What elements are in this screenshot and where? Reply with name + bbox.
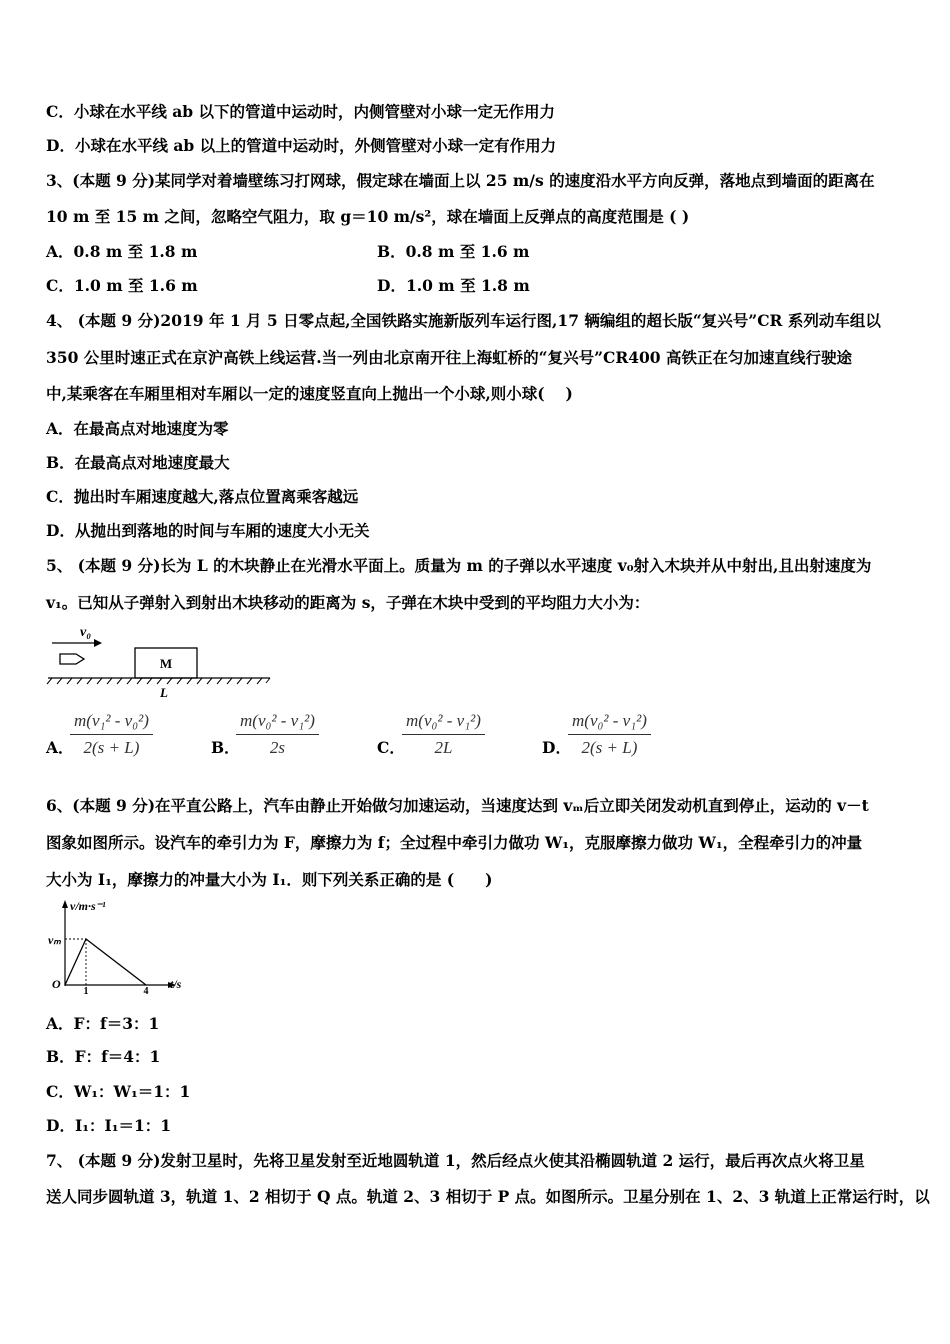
q5-option-c-numerator: m(v₀² - v₁²) [402,708,485,735]
q2-option-d: D．小球在水平线 ab 以上的管道中运动时，外侧管壁对小球一定有作用力 [46,136,557,155]
q5-option-c-denominator: 2L [434,738,453,757]
q4-option-a: A．在最高点对地速度为零 [46,419,229,438]
q5-stem-line2: v₁。已知从子弹射入到射出木块移动的距离为 s，子弹在木块中受到的平均阻力大小为： [46,593,650,612]
q5-option-d-denominator: 2(s + L) [581,738,638,757]
q3-option-b: B．0.8 m 至 1.6 m [377,242,530,261]
q5-stem-line1: 5、 (本题 9 分)长为 L 的木块静止在光滑水平面上。质量为 m 的子弹以水平速度 v₀射入木块并从中射出,且出射速度为 [46,556,872,575]
fig5-block-label: M [159,656,173,671]
q4-option-c: C．抛出时车厢速度越大,落点位置离乘客越远 [46,487,359,506]
fig5-v0-label: v₀ [80,625,92,640]
vt-tick-1: 1 [83,986,89,997]
q5-option-b-denominator: 2s [269,738,285,757]
q3-option-a: A．0.8 m 至 1.8 m [46,242,198,261]
q3-stem-line2: 10 m 至 15 m 之间，忽略空气阻力，取 g＝10 m/s²，球在墙面上反弹点的高度范围是 ( ) [46,207,690,226]
fig5-length-label: L [160,685,168,700]
q2-option-c: C．小球在水平线 ab 以下的管道中运动时，内侧管壁对小球一定无作用力 [46,102,556,121]
q3-option-d: D．1.0 m 至 1.8 m [377,276,530,295]
q5-option-a-fraction [70,708,153,761]
q4-stem-line3: 中,某乘客在车厢里相对车厢以一定的速度竖直向上抛出一个小球,则小球( ) [46,384,573,403]
q5-option-b-label: B． [211,738,240,757]
q6-option-a: A．F：f＝3：1 [46,1014,160,1033]
q7-stem-line1: 7、 (本题 9 分)发射卫星时，先将卫星发射至近地圆轨道 1，然后经点火使其沿椭圆轨道 2 运行，最后再次点火将卫星 [46,1151,865,1170]
q6-option-b: B．F：f＝4：1 [46,1047,161,1066]
q5-bullet-block-figure [46,620,276,702]
vt-y-arrow [62,900,68,908]
q6-stem-line3: 大小为 I₁，摩擦力的冲量大小为 I₁．则下列关系正确的是 ( ) [46,870,493,889]
q5-option-a-label: A． [46,738,74,757]
q6-stem-line1: 6、(本题 9 分)在平直公路上，汽车由静止开始做匀加速运动，当速度达到 vₘ后立即关闭发动机直到停止，运动的 v－t [46,796,869,815]
q4-option-b: B．在最高点对地速度最大 [46,453,230,472]
q5-option-a-numerator: m(v₁² - v₀²) [70,708,153,735]
q3-option-c: C．1.0 m 至 1.6 m [46,276,198,295]
q5-option-d-label: D． [542,738,571,757]
q5-option-b-fraction [236,708,319,761]
q6-option-c: C．W₁：W₁＝1：1 [46,1082,191,1101]
q4-option-d: D．从抛出到落地的时间与车厢的速度大小无关 [46,521,370,540]
fig5-arrow-head [94,639,102,647]
vt-origin-label: O [52,977,61,991]
q5-option-d-numerator: m(v₀² - v₁²) [568,708,651,735]
q5-option-a-denominator: 2(s + L) [83,738,140,757]
q5-option-b-numerator: m(v₀² - v₁²) [236,708,319,735]
vt-y-label: v/m·s⁻¹ [70,899,106,913]
q5-option-c-label: C． [377,738,405,757]
q4-stem-line1: 4、 (本题 9 分)2019 年 1 月 5 日零点起,全国铁路实施新版列车运行图,17 辆编组的超长版“复兴号”CR 系列动车组以 [46,311,881,330]
fig5-ground-hatch [47,678,270,684]
fig5-bullet [60,654,84,664]
q6-vt-graph [46,896,196,998]
q3-stem-line1: 3、(本题 9 分)某同学对着墙壁练习打网球，假定球在墙面上以 25 m/s 的速度沿水平方向反弹，落地点到墙面的距离在 [46,171,875,190]
q6-stem-line2: 图象如图所示。设汽车的牵引力为 F，摩擦力为 f；全过程中牵引力做功 W₁，克服摩擦力做功 W₁，全程牵引力的冲量 [46,833,863,852]
q6-option-d: D．I₁：I₁＝1：1 [46,1116,172,1135]
vt-tick-4: 4 [143,986,149,997]
q4-stem-line2: 350 公里时速正式在京沪高铁上线运营.当一列由北京南开往上海虹桥的“复兴号”CR400 高铁正在匀加速直线行驶途 [46,348,852,367]
vt-x-label: t/s [170,977,182,991]
vt-vm-label: vₘ [48,933,61,947]
vt-graph-line [65,939,146,985]
q5-option-d-fraction [568,708,651,761]
q7-stem-line2: 送人同步圆轨道 3，轨道 1、2 相切于 Q 点。轨道 2、3 相切于 P 点。如图所示。卫星分别在 1、2、3 轨道上正常运行时，以 [46,1187,930,1206]
q5-option-c-fraction [402,708,485,761]
